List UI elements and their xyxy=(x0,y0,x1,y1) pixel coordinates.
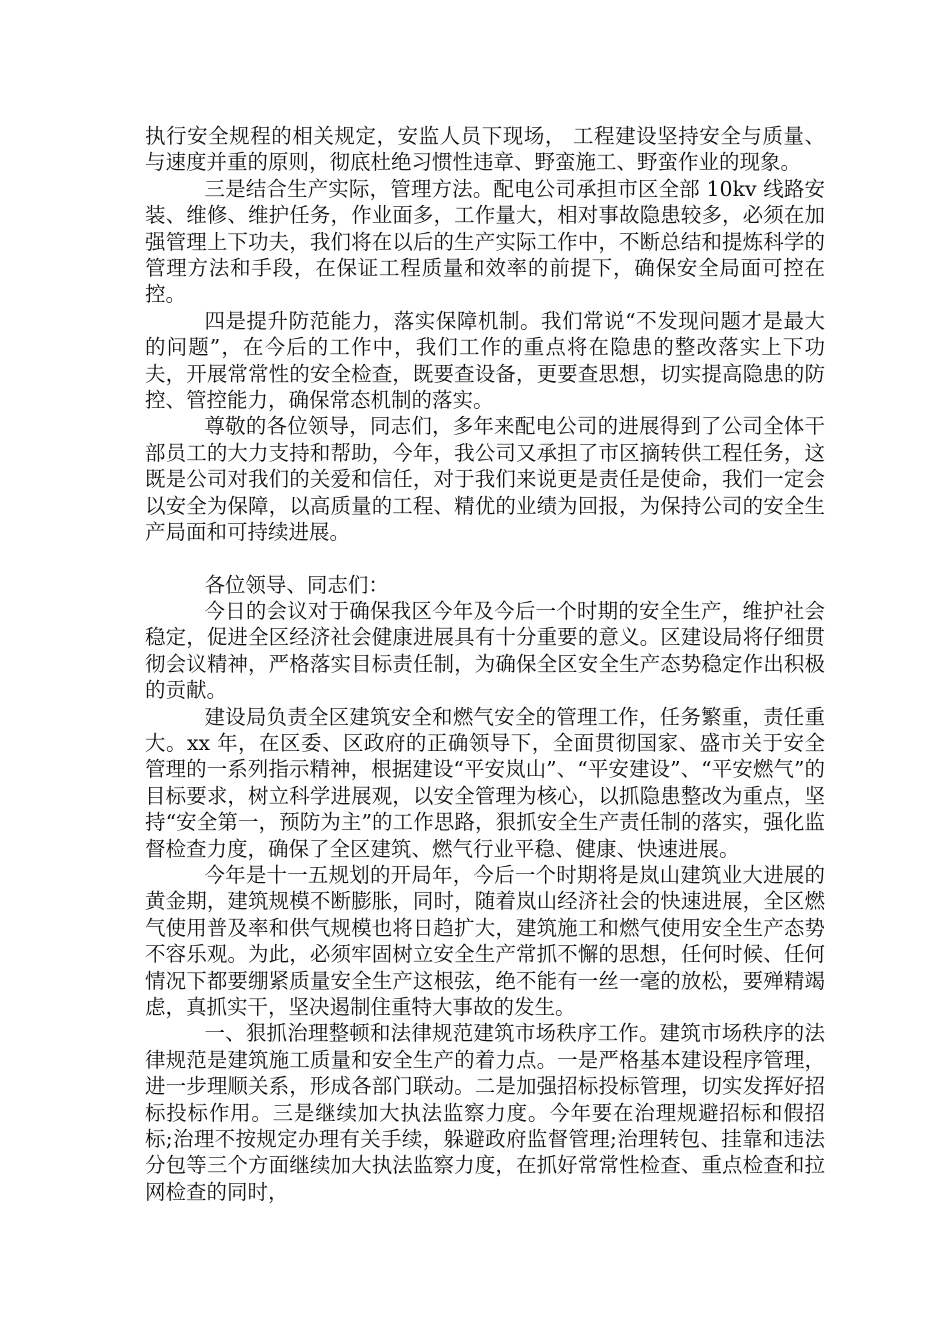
paragraph-safety-rules: 执行安全规程的相关规定，安监人员下现场， 工程建设坚持安全与质量、与速度并重的原则，彻底杜绝习惯性违章、野蛮施工、野蛮作业的现象。 xyxy=(145,124,825,175)
paragraph-closing-remarks: 尊敬的各位领导，同志们，多年来配电公司的进展得到了公司全体干部员工的大力支持和帮助，今年，我公司又承担了市区摘转供工程任务，这既是公司对我们的关爱和信任，对于我们来说更是责任是使命，我们一定会以安全为保障，以高质量的工程、精优的业绩为回报，为保持公司的安全生产局面和可持续进展。 xyxy=(145,414,825,545)
paragraph-meeting-significance: 今日的会议对于确保我区今年及今后一个时期的安全生产，维护社会稳定，促进全区经济社会健康进展具有十分重要的意义。区建设局将仔细贯彻会议精神，严格落实目标责任制，为确保全区安全生产态势稳定作出积极的贡献。 xyxy=(145,598,825,703)
paragraph-point-three: 三是结合生产实际，管理方法。配电公司承担市区全部 10kv 线路安装、维修、维护任务，作业面多，工作量大，相对事故隐患较多，必须在加强管理上下功夫，我们将在以后的生产实际工作中，不断总结和提炼科学的管理方法和手段，在保证工程质量和效率的前提下，确保安全局面可控在控。 xyxy=(145,176,825,307)
section-gap xyxy=(145,546,825,572)
paragraph-point-four: 四是提升防范能力，落实保障机制。我们常说“不发现问题才是最大的问题”，在今后的工作中，我们工作的重点将在隐患的整改落实上下功夫，开展常常性的安全检查，既要查设备，更要查思想，切实提高隐患的防控、管控能力，确保常态机制的落实。 xyxy=(145,308,825,413)
document-page xyxy=(145,123,825,1205)
paragraph-bureau-responsibility: 建设局负责全区建筑安全和燃气安全的管理工作，任务繁重，责任重大。xx 年，在区委、区政府的正确领导下，全面贯彻国家、盛市关于安全管理的一系列指示精神，根据建设“平安岚山”、“平安建设”、“平安燃气”的目标要求，树立科学进展观，以安全管理为核心，以抓隐患整改为重点，坚持“安全第一，预防为主”的工作思路，狠抓安全生产责任制的落实，强化监督检查力度，确保了全区建筑、燃气行业平稳、健康、快速进展。 xyxy=(145,704,825,861)
paragraph-market-order: 一、狠抓治理整顿和法律规范建筑市场秩序工作。建筑市场秩序的法律规范是建筑施工质量和安全生产的着力点。一是严格基本建设程序管理，进一步理顺关系，形成各部门联动。二是加强招标投标管理，切实发挥好招标投标作用。三是继续加大执法监察力度。今年要在治理规避招标和假招标;治理不按规定办理有关手续，躲避政府监督管理;治理转包、挂靠和违法分包等三个方面继续加大执法监察力度，在抓好常常性检查、重点检查和拉网检查的同时， xyxy=(145,1021,825,1204)
salutation: 各位领导、同志们： xyxy=(204,572,389,597)
paragraph-five-year-plan: 今年是十一五规划的开局年，今后一个时期将是岚山建筑业大进展的黄金期，建筑规模不断膨胀，同时，随着岚山经济社会的快速进展，全区燃气使用普及率和供气规模也将日趋扩大，建筑施工和燃气使用安全生产态势不容乐观。为此，必须牢固树立安全生产常抓不懈的思想，任何时候、任何情况下都要绷紧质量安全生产这根弦，绝不能有一丝一毫的放松，要殚精竭虑，真抓实干，坚决遏制住重特大事故的发生。 xyxy=(145,862,825,1019)
